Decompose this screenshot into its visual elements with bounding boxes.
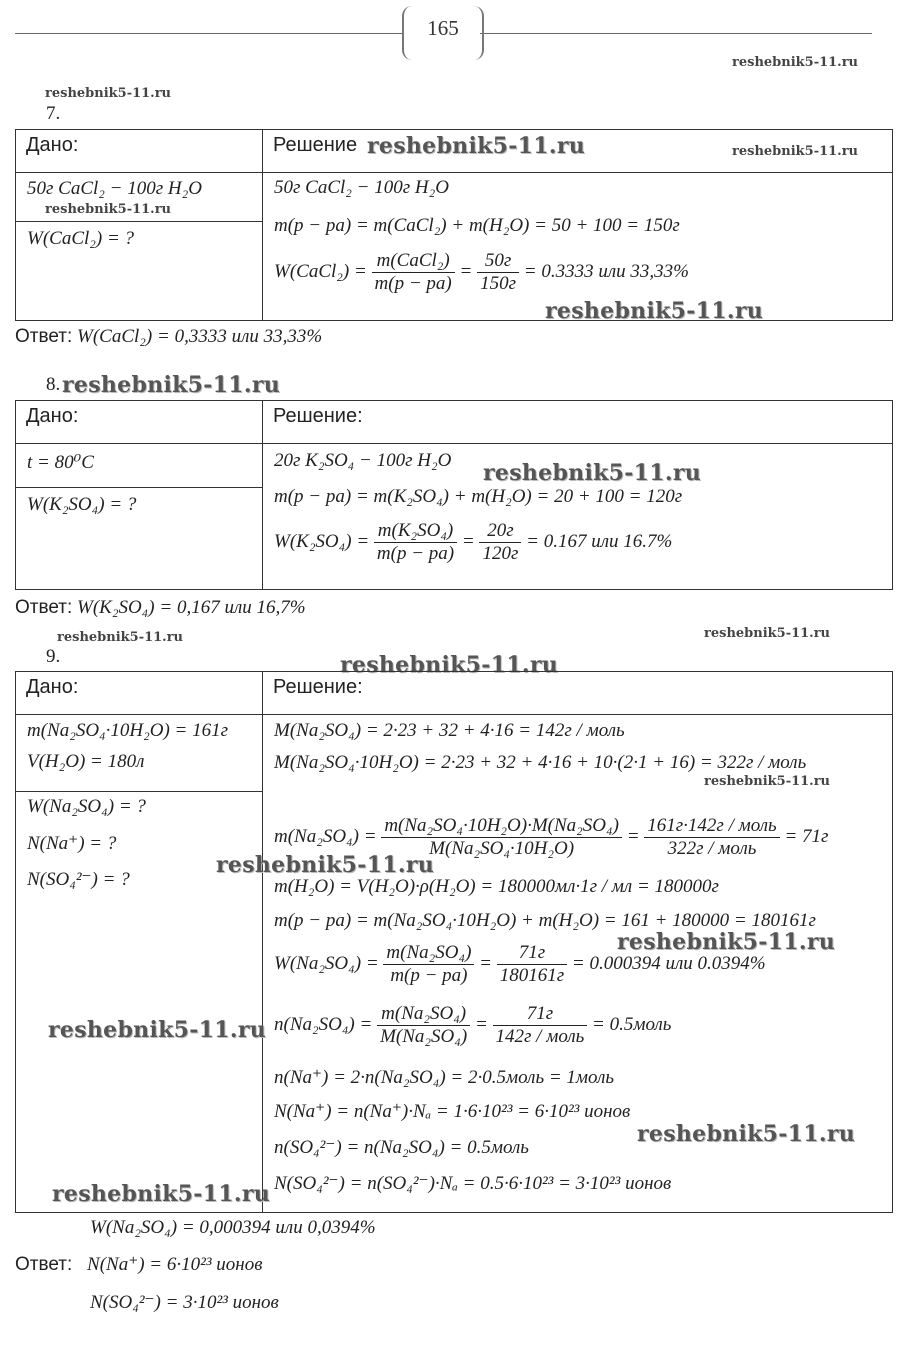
numerator: m(Na₂SO₄) — [377, 1003, 470, 1026]
solution-header: Решение — [273, 134, 358, 156]
p9-step-5: m(p − pa) = m(Na₂SO₄·10H₂O) + m(H₂O) = 161 + 180000 = 180161г — [274, 910, 816, 931]
answer-value: N(Na⁺) = 6·10²³ ионов — [87, 1254, 263, 1275]
p8-line-2: m(p − pa) = m(K₂SO₄) + m(H₂O) = 20 + 100 = 120г — [274, 486, 683, 507]
p9-step-2: M(Na₂SO₄·10H₂O) = 2·23 + 32 + 4·16 + 10·(2·1 + 16) = 322г / моль — [274, 752, 807, 773]
watermark: reshebnik5-11.ru — [52, 1181, 271, 1207]
watermark: reshebnik5-11.ru — [545, 298, 764, 324]
denominator: 120г — [482, 543, 519, 564]
p9-answer-2 — [15, 1253, 262, 1276]
numerator: 50г — [477, 250, 519, 273]
watermark: reshebnik5-11.ru — [216, 852, 435, 878]
watermark: reshebnik5-11.ru — [637, 1121, 856, 1147]
page-number: 165 — [427, 16, 459, 40]
p9-step-9: N(Na⁺) = n(Na⁺)·Nₐ = 1·6·10²³ = 6·10²³ ионов — [274, 1101, 631, 1122]
watermark: reshebnik5-11.ru — [48, 1017, 267, 1043]
numerator: 161г·142г / моль — [644, 815, 779, 838]
watermark: reshebnik5-11.ru — [45, 86, 172, 101]
p8-answer — [15, 597, 306, 619]
p7-line-3: W(CaCl₂) = $\frac{\text{m(CaCl₂)}}{m(p - pa)}$ = $\frac{50г}{150г}$ = 0.3333 или 33,33% — [274, 250, 689, 294]
fraction — [497, 942, 567, 987]
fraction — [479, 520, 521, 565]
given-header: Дано: — [26, 676, 79, 698]
p9-step-7: n(Na₂SO₄) = $\frac{\text{m(Na₂SO₄)}}{\text{M(Na₂SO₄)}}$ = $\frac{71г}{\text{142г / моль}}$ = 0.5моль — [274, 1003, 672, 1047]
answer-value: W(CaCl₂) = 0,3333 или 33,33% — [77, 326, 323, 347]
p7-answer — [15, 326, 322, 348]
p9-find-3: N(SO₄²⁻) = ? — [27, 869, 130, 890]
p9-step-11: N(SO₄²⁻) = n(SO₄²⁻)·Nₐ = 0.5·6·10²³ = 3·10²³ ионов — [274, 1173, 672, 1194]
denominator: m(p − pa) — [376, 543, 455, 564]
watermark: reshebnik5-11.ru — [617, 929, 836, 955]
numerator: 71г — [493, 1003, 588, 1026]
watermark: reshebnik5-11.ru — [367, 133, 586, 159]
header-rule-left — [15, 33, 403, 34]
p7-given-1: 50г CaCl₂ − 100г H₂O — [27, 178, 202, 199]
p9-s7-left: n(Na₂SO₄) = — [274, 1013, 373, 1035]
solution-header: Решение: — [273, 405, 363, 427]
numerator: 20г — [479, 520, 521, 543]
p8-line-3: W(K₂SO₄) = $\frac{\text{m(K₂SO₄)}}{m(p - pa)}$ = $\frac{20г}{120г}$ = 0.167 или 16.7% — [274, 520, 673, 564]
numerator: m(Na₂SO₄·10H₂O)·M(Na₂SO₄) — [381, 815, 622, 838]
fraction — [644, 815, 779, 860]
problem-8-number: 8. — [46, 374, 61, 395]
p9-step-3: m(Na₂SO₄) = $\frac{\text{m(Na₂SO₄·10H₂O)·M(Na₂SO₄)}}{\text{M(Na₂SO₄·10H₂O)}}$ = $\frac{\text{161г·142г / моль}}{\text{322г / моль}}$ = 71г — [274, 815, 829, 859]
p7-line-2: m(p − pa) = m(CaCl₂) + m(H₂O) = 50 + 100 = 150г — [274, 215, 680, 236]
denominator: m(p − pa) — [374, 273, 452, 294]
denominator: m(p − pa) — [390, 965, 468, 986]
watermark: reshebnik5-11.ru — [45, 202, 172, 217]
watermark: reshebnik5-11.ru — [732, 144, 859, 159]
denominator: 180161г — [499, 965, 565, 986]
fraction — [372, 250, 455, 295]
p8-find-1: W(K₂SO₄) = ? — [27, 494, 137, 515]
watermark: reshebnik5-11.ru — [57, 630, 184, 645]
fraction — [377, 1003, 470, 1048]
answer-value: W(K₂SO₄) = 0,167 или 16,7% — [77, 597, 306, 618]
answer-label: Ответ: — [15, 597, 73, 618]
p8-l3-right: = 0.167 или 16.7% — [526, 530, 673, 552]
problem-9-number: 9. — [46, 646, 61, 667]
p7-l3-left: W(CaCl₂) = — [274, 260, 367, 282]
numerator: m(Na₂SO₄) — [383, 942, 474, 965]
problem-7-number: 7. — [46, 103, 61, 124]
p9-step-8: n(Na⁺) = 2·n(Na₂SO₄) = 2·0.5моль = 1моль — [274, 1067, 614, 1088]
p9-find-2: N(Na⁺) = ? — [27, 833, 117, 854]
answer-label: Ответ: — [15, 1254, 73, 1275]
watermark: reshebnik5-11.ru — [732, 55, 859, 70]
solution-header: Решение: — [273, 676, 363, 698]
watermark: reshebnik5-11.ru — [704, 774, 831, 789]
numerator: m(K₂SO₄) — [374, 520, 457, 543]
fraction — [493, 1003, 588, 1048]
p7-l3-right: = 0.3333 или 33,33% — [523, 260, 689, 282]
watermark: reshebnik5-11.ru — [340, 652, 559, 678]
p9-given-1: m(Na₂SO₄·10H₂O) = 161г — [27, 720, 229, 741]
numerator: 71г — [497, 942, 567, 965]
denominator: 322г / моль — [667, 838, 757, 859]
p7-find-1: W(CaCl₂) = ? — [27, 228, 135, 249]
p9-answer-3 — [90, 1291, 279, 1314]
p9-step-1: M(Na₂SO₄) = 2·23 + 32 + 4·16 = 142г / моль — [274, 720, 625, 741]
watermark: reshebnik5-11.ru — [62, 372, 281, 398]
given-header: Дано: — [26, 405, 79, 427]
fraction — [383, 942, 474, 987]
denominator: M(Na₂SO₄) — [380, 1026, 468, 1047]
p7-line-1: 50г CaCl₂ − 100г H₂O — [274, 177, 449, 198]
denominator: 150г — [480, 273, 516, 294]
answer-value: N(SO₄²⁻) = 3·10²³ ионов — [90, 1292, 279, 1313]
denominator: 142г / моль — [495, 1026, 585, 1047]
p8-line-1: 20г K₂SO₄ − 100г H₂O — [274, 450, 452, 471]
given-header: Дано: — [26, 134, 79, 156]
p9-step-4: m(H₂O) = V(H₂O)·ρ(H₂O) = 180000мл·1г / мл = 180000г — [274, 876, 719, 897]
p8-l3-left: W(K₂SO₄) = — [274, 530, 370, 552]
p9-find-1: W(Na₂SO₄) = ? — [27, 796, 146, 817]
watermark: reshebnik5-11.ru — [483, 460, 702, 486]
p9-s6-right: = 0.000394 или 0.0394% — [571, 952, 766, 974]
answer-value: W(Na₂SO₄) = 0,000394 или 0,0394% — [90, 1217, 376, 1238]
denominator: M(Na₂SO₄·10H₂O) — [429, 838, 575, 859]
p8-given-1: t = 80⁰C — [27, 452, 94, 473]
p9-s3-left: m(Na₂SO₄) = — [274, 825, 377, 847]
p9-s6-left: W(Na₂SO₄) = — [274, 952, 379, 974]
p9-step-6: W(Na₂SO₄) = $\frac{\text{m(Na₂SO₄)}}{m(p - pa)}$ = $\frac{71г}{180161г}$ = 0.000394 или 0.0394% — [274, 942, 766, 986]
answer-label: Ответ: — [15, 326, 73, 347]
p9-given-2: V(H₂O) = 180л — [27, 751, 145, 772]
p9-answer-1 — [90, 1217, 376, 1239]
fraction — [374, 520, 457, 565]
fraction — [477, 250, 519, 295]
p9-s7-right: = 0.5моль — [592, 1013, 672, 1035]
header-rule-right — [480, 33, 872, 34]
numerator: m(CaCl₂) — [372, 250, 455, 273]
p9-s3-right: = 71г — [784, 825, 829, 847]
p9-step-10: n(SO₄²⁻) = n(Na₂SO₄) = 0.5моль — [274, 1137, 529, 1158]
watermark: reshebnik5-11.ru — [704, 626, 831, 641]
